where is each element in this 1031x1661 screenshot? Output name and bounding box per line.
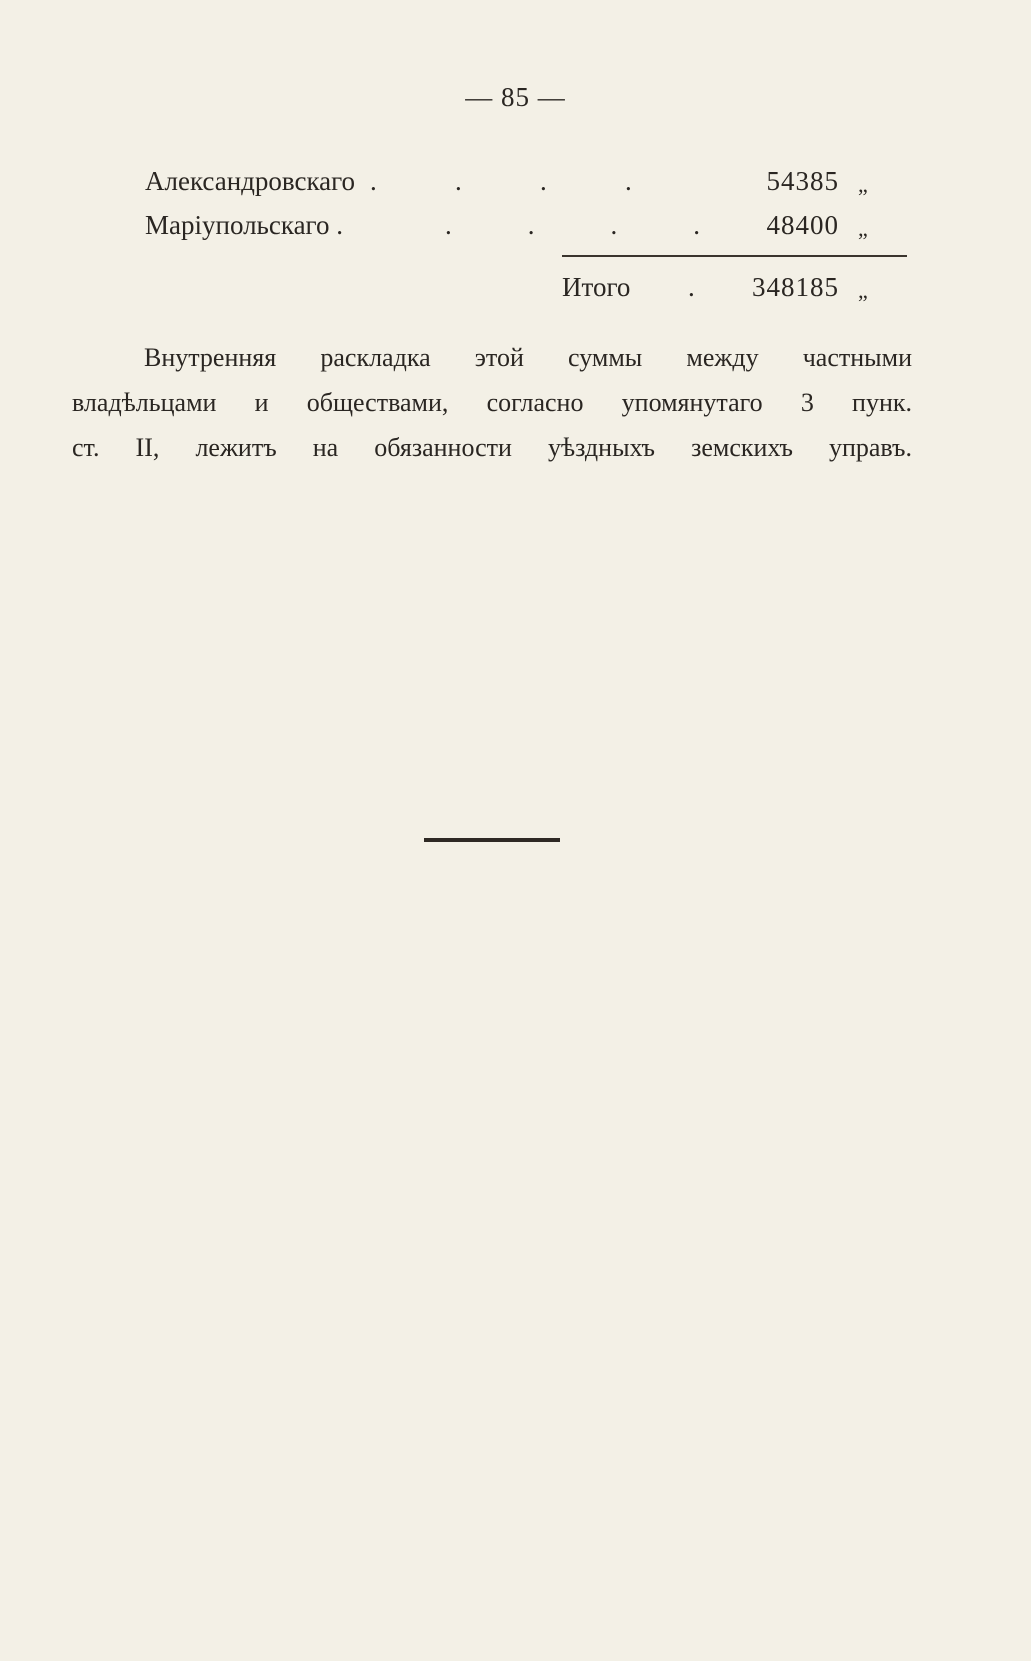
row-value: 54385 <box>766 166 839 196</box>
row-label: Маріупольскаго . <box>145 210 343 240</box>
paragraph-line: ст. II, лежитъ на обязанности уѣздныхъ земскихъ управъ. <box>72 433 912 462</box>
leader-dots: . . . . <box>445 210 700 240</box>
section-end-rule <box>424 838 560 842</box>
total-row <box>0 272 1031 306</box>
ditto-mark: „ <box>858 278 868 303</box>
paragraph-line: Внутренняя раскладка этой суммы между частными <box>144 343 912 372</box>
table-row <box>0 210 1031 244</box>
page-number: — 85 — <box>465 82 566 112</box>
leader-dot: . <box>688 272 695 302</box>
paragraph-line: владѣльцами и обществами, согласно упомянутаго 3 пунк. <box>72 388 912 417</box>
total-rule <box>562 255 907 257</box>
leader-dots: . . . . <box>370 166 632 196</box>
ditto-mark: „ <box>858 172 868 197</box>
body-paragraph <box>72 335 912 470</box>
total-label: Итого <box>562 272 631 302</box>
ditto-mark: „ <box>858 216 868 241</box>
total-value: 348185 <box>752 272 839 302</box>
row-value: 48400 <box>766 210 839 240</box>
table-row <box>0 166 1031 200</box>
row-label: Александровскаго <box>145 166 356 196</box>
